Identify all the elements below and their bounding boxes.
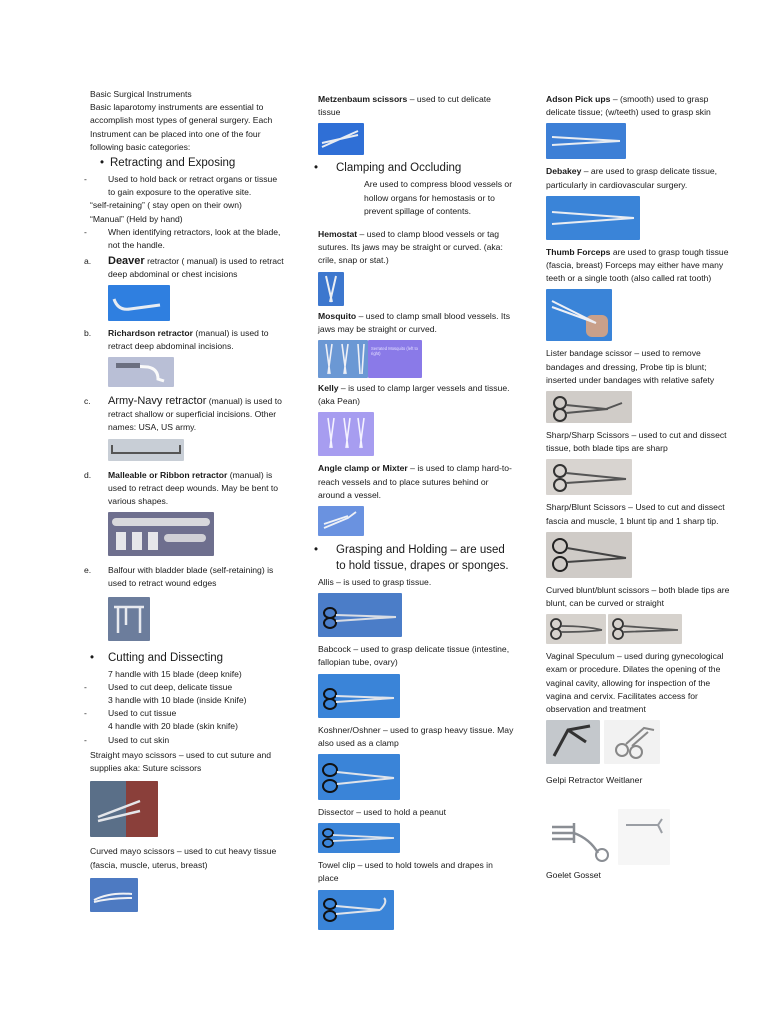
column-middle — [314, 88, 514, 930]
dissector-photo — [318, 823, 400, 853]
speculum-photo — [546, 720, 600, 764]
speculum-photo-group — [546, 720, 736, 764]
manual-note: “Manual” (Held by hand) — [90, 213, 183, 224]
column-left — [84, 88, 286, 912]
angle-clamp-text: Angle clamp or Mixter – is used to clamp hard-to-reach vessels and to place sutures behind or around a vessel. — [318, 463, 512, 500]
knife-1-handle: 7 handle with 15 blade (deep knife) — [108, 668, 242, 679]
mosquito-caption: Serrated Mosquito (left to right) — [371, 346, 419, 357]
item-malleable: d. Malleable or Ribbon retractor (manual) is used to retract deep wounds. May be bent to various shapes. — [84, 469, 279, 507]
heading-clamping: • Clamping and Occluding — [314, 162, 462, 175]
item-army-navy: c. Army-Navy retractor (manual) is used to retract shallow or superficial incisions. Other names: USA, US army. — [84, 395, 282, 433]
curved-blunt-photo-2 — [608, 614, 682, 644]
koshner-photo — [318, 754, 400, 800]
deaver-retractor-photo — [108, 285, 170, 321]
knife-1-use: - Used to cut deep, delicate tissue — [84, 681, 233, 692]
mosquito-photo — [318, 340, 368, 378]
adson-text: Adson Pick ups – (smooth) used to grasp delicate tissue; (w/teeth) used to grasp skin — [546, 94, 711, 118]
kelly-text: Kelly – is used to clamp larger vessels and tissue. (aka Pean) — [318, 383, 510, 407]
knife-2-handle: 3 handle with 10 blade (inside Knife) — [108, 695, 247, 706]
knife-3-use: - Used to cut skin — [84, 734, 170, 745]
angle-clamp-photo — [318, 506, 364, 536]
curved-blunt-text: Curved blunt/blunt scissors – both blade tips are blunt, can be curved or straight — [546, 584, 730, 609]
heading-grasping: • Grasping and Holding – are used to hold tissue, drapes or sponges. — [314, 544, 509, 573]
towel-clip-photo — [318, 890, 394, 930]
sharp-blunt-text: Sharp/Blunt Scissors – Used to cut and dissect fascia and muscle, 1 blunt tip and 1 sharp tip. — [546, 502, 725, 526]
hemostat-photo — [318, 272, 344, 306]
mosquito-caption-panel — [368, 340, 422, 378]
sharp-blunt-photo — [546, 532, 632, 578]
column-right — [546, 88, 736, 883]
retracting-dash-2: - When identifying retractors, look at the blade, not the handle. — [84, 226, 281, 251]
item-balfour: e. Balfour with bladder blade (self-retaining) is used to retract wound edges — [84, 565, 274, 589]
goelet-photo — [546, 809, 616, 865]
koshner-text: Koshner/Oshner – used to grasp heavy tissue. May also used as a clamp — [318, 724, 514, 748]
heading-cutting: • Cutting and Dissecting — [90, 651, 224, 664]
knife-3-handle: 4 handle with 20 blade (skin knife) — [108, 721, 238, 732]
straight-mayo-photo — [90, 781, 158, 837]
clamping-description: Are used to compress blood vessels or hollow organs for hemostasis or to prevent spillage of contents. — [364, 179, 513, 216]
curved-blunt-photo-1 — [546, 614, 606, 644]
debakey-photo — [546, 196, 640, 240]
thumb-forceps-text: Thumb Forceps are used to grasp tough tissue (fascia, breast) Forceps may either have many teeth or a single tooth (also called rat tooth) — [546, 246, 729, 284]
vaginal-speculum-text: Vaginal Speculum – used during gynecological exam or procedure. Dilates the opening of the vaginal cavity, allowing for inspection of the vagina and cervix. Facilitates access for observation and treatment — [546, 651, 724, 715]
army-navy-retractor-photo — [108, 439, 184, 461]
dissector-text: Dissector – used to hold a peanut — [318, 807, 447, 818]
gelpi-photo — [604, 720, 660, 764]
sharp-sharp-photo — [546, 459, 632, 495]
mosquito-text: Mosquito – used to clamp small blood vessels. Its jaws may be straight or curved. — [318, 310, 510, 334]
curved-mayo-text: Curved mayo scissors – used to cut heavy tissue (fascia, muscle, uterus, breast) — [90, 846, 277, 870]
curved-blunt-photo-group — [546, 614, 736, 644]
self-retaining-note: “self-retaining” ( stay open on their own) — [90, 200, 242, 211]
curved-mayo-photo — [90, 878, 138, 912]
intro-paragraph: Basic laparotomy instruments are essential to accomplish most types of general surgery. Each Instrument can be placed into one of the four following basic categories: — [90, 102, 273, 152]
gelpi-caption: Gelpi Retractor Weitlaner — [546, 775, 643, 786]
goelet-photo-group — [546, 809, 736, 865]
babcock-text: Babcock – used to grasp delicate tissue (intestine, fallopian tube, ovary) — [318, 644, 510, 668]
gosset-photo — [618, 809, 670, 865]
debakey-text: Debakey – are used to grasp delicate tissue, particularly in cardiovascular surgery. — [546, 166, 718, 190]
richardson-retractor-photo — [108, 357, 174, 387]
item-deaver: a. Deaver retractor ( manual) is used to retract deep abdominal or chest incisions — [84, 255, 284, 280]
lister-text: Lister bandage scissor – used to remove bandages and dressing, Probe tip is blunt; inserted under bandages with relative safety — [546, 348, 715, 385]
metzenbaum-text: Metzenbaum scissors – used to cut delicate tissue — [318, 94, 491, 118]
malleable-retractor-photo — [108, 512, 214, 556]
lister-photo — [546, 391, 632, 423]
item-richardson: b. Richardson retractor (manual) is used to retract deep abdominal incisions. — [84, 327, 269, 351]
metzenbaum-photo — [318, 123, 364, 155]
sharp-sharp-text: Sharp/Sharp Scissors – used to cut and dissect tissue, both blade tips are sharp — [546, 430, 727, 454]
babcock-photo — [318, 674, 400, 718]
allis-photo — [318, 593, 402, 637]
towel-clip-text: Towel clip – used to hold towels and drapes in place — [318, 860, 493, 884]
kelly-photo — [318, 412, 374, 456]
goelet-caption: Goelet Gosset — [546, 870, 601, 881]
allis-text: Allis – is used to grasp tissue. — [318, 577, 432, 588]
thumb-forceps-photo — [546, 289, 612, 341]
adson-photo — [546, 123, 626, 159]
hemostat-text: Hemostat – used to clamp blood vessels or tag sutures. Its jaws may be straight or curved. (aka: crile, snap or stat.) — [318, 229, 503, 266]
doc-title: Basic Surgical Instruments — [90, 89, 192, 99]
knife-2-use: - Used to cut tissue — [84, 708, 177, 719]
retracting-dash-1: - Used to hold back or retract organs or tissue to gain exposure to the operative site. — [84, 174, 278, 198]
straight-mayo-text: Straight mayo scissors – used to cut suture and supplies aka: Suture scissors — [90, 749, 272, 774]
balfour-retractor-photo — [108, 597, 150, 641]
heading-retracting: • Retracting and Exposing — [100, 157, 236, 170]
mosquito-photo-group — [318, 340, 514, 378]
